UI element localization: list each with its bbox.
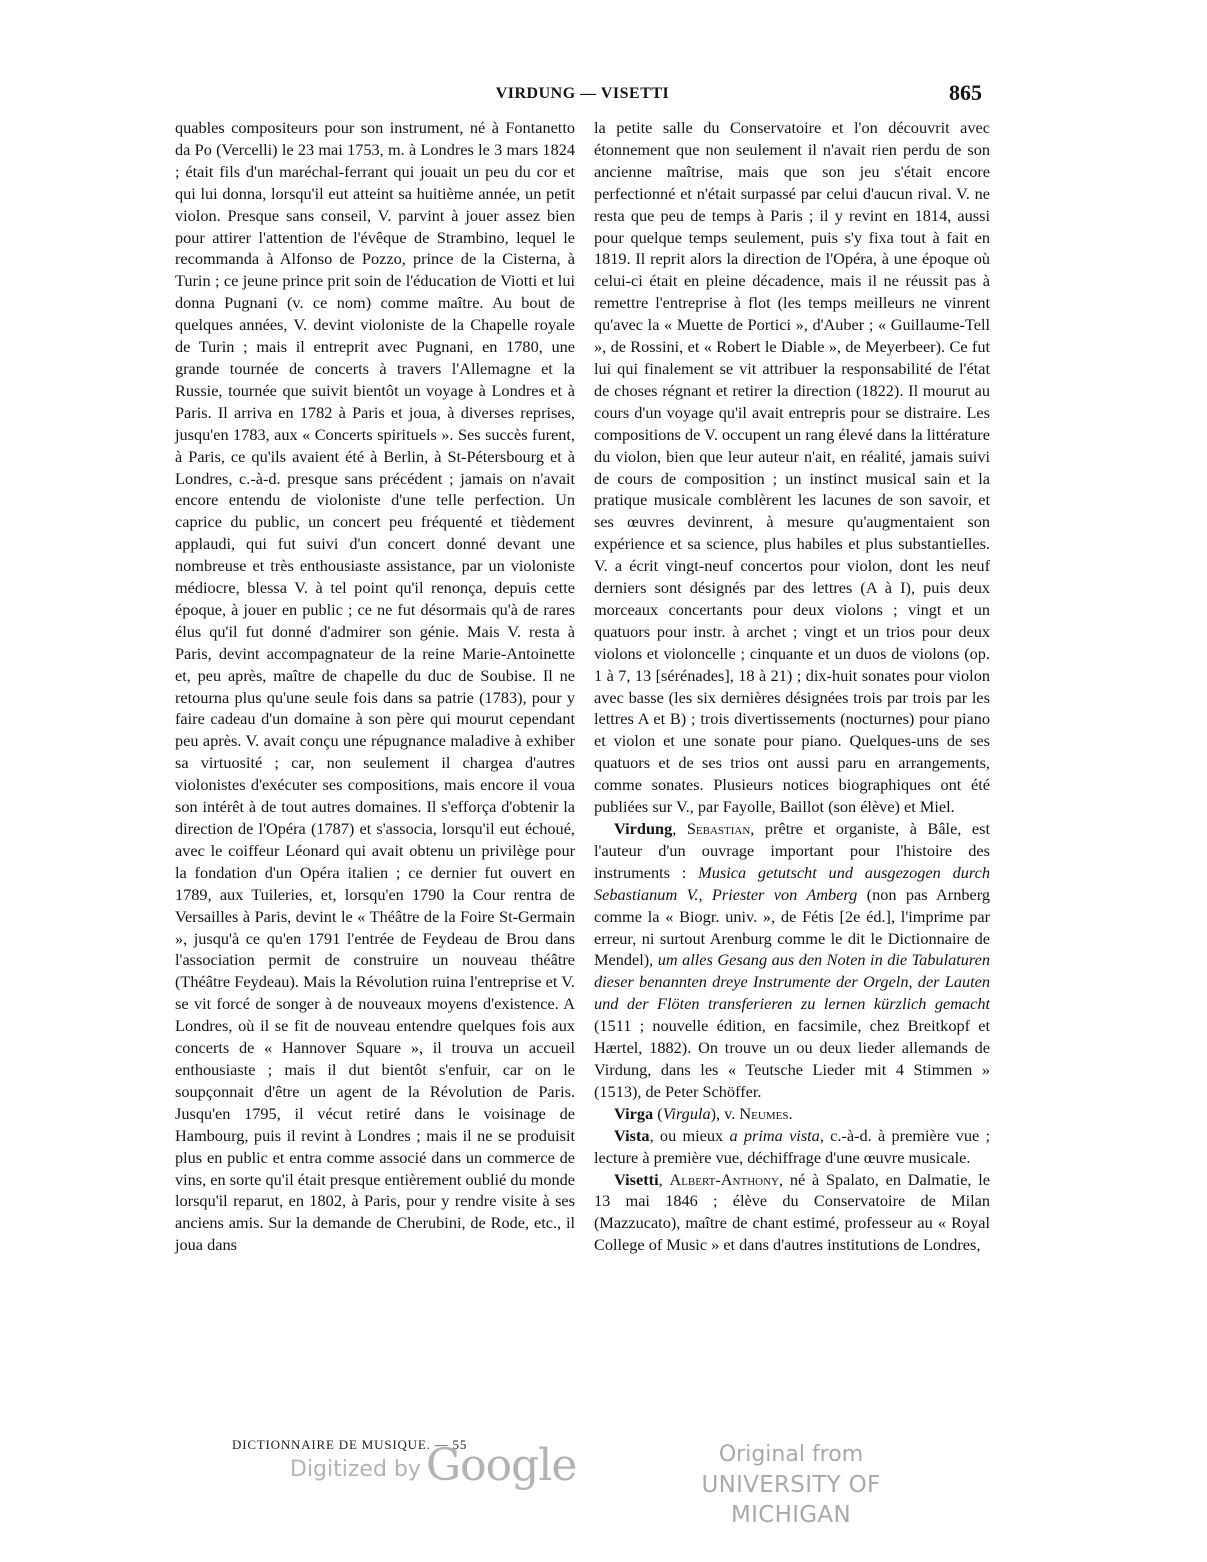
page-number: 865 [949,80,982,105]
viotti-entry-continuation: quables compositeurs pour son instrument, né à Fontanetto da Po (Vercelli) le 23 mai 1753, m. à Londres le 3 mars 1824 ; était fils d'un maréchal-ferrant qui jouait un peu du cor et qui lui donna, lorsqu'il eut atteint sa huitième année, un petit violon. Presque sans conseil, V. parvint à jouer assez bien pour attirer l'attention de l'évêque de Strambino, lequel le recommanda à Alfonso de Pozzo, prince de la Cisterna, à Turin ; ce jeune prince prit soin de l'éducation de Viotti et lui donna Pugnani (v. ce nom) comme maître. Au bout de quelques années, V. devint violoniste de la Chapelle royale de Turin ; mais il entreprit avec Pugnani, en 1780, une grande tournée de concerts à travers l'Allemagne et la Russie, tournée que suivit bientôt un voyage à Londres et à Paris. Il arriva en 1782 à Paris et joua, à diverses reprises, jusqu'en 1783, aux « Concerts spirituels ». Ses succès furent, à Paris, ce qu'ils avaient été à Berlin, à St-Pétersbourg et à Londres, c.-à-d. presque sans précédent ; jamais on n'avait encore entendu de violoniste d'une telle perfection. Un caprice du public, un concert peu fréquenté et tièdement applaudi, qui fut suivi d'un concert donné devant une nombreuse et très enthousiaste assistance, par un violoniste médiocre, blessa V. à tel point qu'il renonça, depuis cette époque, à jouer en public ; ce ne fut désormais qu'à de rares élus qu'il fut donné d'admirer son génie. Mais V. resta à Paris, devint accompagnateur de la reine Marie-Antoinette et, peu après, maître de chapelle du duc de Soubise. Il ne retourna plus qu'une seule fois dans sa patrie (1783), pour y faire cadeau d'un domaine à son père qui mourut cependant peu après. V. avait conçu une répugnance maladive à exhiber sa virtuosité ; car, non seulement il chargea d'autres violonistes d'exécuter ses compositions, mais encore il voua son intérêt à de tout autres domaines. Il s'efforça d'obtenir la direction de l'Opéra (1787) et s'associa, lorsqu'il eut échoué, avec le coiffeur Léonard qui avait obtenu un privilège pour la fondation d'un Opéra italien ; ce dernier fut ouvert en 1789, aux Tuileries, et, lorsqu'en 1790 la Cour rentra de Versailles à Paris, devint le « Théâtre de la Foire St-Germain », jusqu'à ce qu'en 1791 l'entrée de Feydeau de Brou dans l'association permit de construire un nouveau théâtre (Théâtre Feydeau). Mais la Révolution ruina l'entreprise et V. se vit forcé de songer à de nouveaux moyens d'existence. A Londres, où il se fit de nouveau entendre quelques fois aux concerts de « Hannover Square », il trouva un accueil enthousiaste ; mais il dut bientôt s'enfuir, car on le soupçonnait d'être un agent de la Révolution de Paris. Jusqu'en 1795, il vécut retiré dans le voisinage de Hambourg, puis il revint à Londres ; mais il ne se produisit plus en public et entra comme associé dans un commerce de vins, en sorte qu'il était presque entièrement oublié du monde lorsqu'il reparut, en 1802, à Paris, pour y rendre visite à ses anciens amis. Sur la demande de Cherubini, de Rode, etc., il joua dans [175,118,575,1255]
visetti-text: , né à Spalato, en Dalmatie, le 13 mai 1846 ; élève du Conservatoire de Milan (Mazzucato), maître de chant estimé, professeur au « Royal College of Music » et dans d'autres institutions de Londres, [594,1169,991,1255]
virga-end: . [788,1103,793,1123]
vista-phrase: a prima vista [729,1125,820,1145]
entry-virga [594,1103,990,1125]
virdung-text-2: (non pas Arnberg comme la « Biogr. univ. », de Fétis [2e éd.], l'imprime par erreur, ni surtout Arenburg comme le dit le Dictionnaire de Mendel), [594,884,990,970]
headword-visetti: Visetti [614,1169,659,1189]
left-column [175,117,575,1256]
entry-vista [594,1125,990,1169]
virdung-text-1: , prêtre et organiste, à Bâle, est l'auteur d'un ouvrage important pour l'histoire des instruments : [594,819,990,882]
entry-virdung: Virdung, Sebastian, prêtre et organiste, à Bâle, est l'auteur d'un ouvrage important pour l'histoire des instruments : Musica getutscht und ausgezogen durch Sebastianum V., Priester von Amberg (non pas Arnberg comme la « Biogr. univ. », de Fétis [2e éd.], l'imprime par erreur, ni surtout Arenburg comme le dit le Dictionnaire de Mendel), um alles Gesang aus den Noten in die Tabulaturen dieser benannten dreye Instrumente der Orgeln, der Lauten und der Flöten transferieren zu lernen kürzlich gemacht (1511 ; nouvelle édition, en facsimile, chez Breitkopf et Hærtel, 1882). On trouve un ou deux lieder allemands de Virdung, dans les « Teutsche Lieder mit 4 Stimmen » (1513), de Peter Schöffer. [594,819,990,1101]
virdung-names: Sebastian [686,819,751,838]
right-column [594,117,990,1256]
virga-open: ( [653,1103,663,1123]
google-logo: Google [426,1440,577,1491]
entry-visetti: Visetti, Albert-Anthony, né à Spalato, en Dalmatie, le 13 mai 1846 ; élève du Conservatoire de Milan (Mazzucato), maître de chant estimé, professeur au « Royal College of Music » et dans d'autres institutions de Londres, [594,1169,991,1255]
headword-vista: Vista [614,1125,650,1145]
original-source-watermark [666,1440,916,1530]
vista-text-2: , c.-à-d. à première vue ; lecture à première vue, déchiffrage d'une œuvre musicale. [594,1125,990,1167]
virga-latin: Virgula [662,1103,711,1123]
vista-text-1: , ou mieux [649,1125,730,1145]
university-label: UNIVERSITY OF MICHIGAN [701,1472,881,1528]
viotti-entry-end: la petite salle du Conservatoire et l'on découvrit avec étonnement que non seulement il n'avait rien perdu de son ancienne maîtrise, mais que son jeu s'était encore perfectionné et n'était surpassé par celui d'aucun rival. V. ne resta que peu de temps à Paris ; il y revint en 1814, aussi pour quelque temps seulement, puis s'y fixa tout à fait en 1819. Il reprit alors la direction de l'Opéra, à une époque où celui-ci était en pleine décadence, mais il ne réussit pas à remettre l'entreprise à flot (les temps meilleurs ne vinrent qu'avec la « Muette de Portici », d'Auber ; « Guillaume-Tell », de Rossini, et « Robert le Diable », de Meyerbeer). Ce fut lui qui finalement se vit attribuer la responsabilité de l'état de choses régnant et retirer la direction (1822). Il mourut au cours d'un voyage qu'il avait entrepris pour se distraire. Les compositions de V. occupent un rang élevé dans la littérature du violon, bien que leur auteur n'ait, en réalité, jamais suivi de cours de composition ; un instinct musical sain et la pratique musicale comblèrent les lacunes de son savoir, et ses œuvres devinrent, à mesure qu'augmentaient son expérience et sa science, plus habiles et plus substantielles. V. a écrit vingt-neuf concertos pour violon, dont les neuf derniers sont désignés par des lettres (A à I), puis deux morceaux concertants pour deux violons ; vingt et un quatuors pour instr. à archet ; vingt et un trios pour deux violons et violoncelle ; cinquante et un duos de violons (op. 1 à 7, 13 [sérénades], 18 à 21) ; dix-huit sonates pour violon avec basse (les six dernières désignées trois par trois par les lettres A et B) ; trois divertissements (nocturnes) pour piano et violon et une sonate pour piano. Quelques-uns de ses quatuors et de ses trios ont aussi paru en arrangements, comme sonates. Plusieurs notices biographiques ont été publiées sur V., par Fayolle, Baillot (son élève) et Miel. [594,118,990,817]
digitized-by-label: Digitized by [290,1457,421,1482]
virga-close: ), v. [710,1103,740,1123]
virdung-text-3: (1511 ; nouvelle édition, en facsimile, chez Breitkopf et Hærtel, 1882). On trouve un ou deux lieder allemands de Virdung, dans les « Teutsche Lieder mit 4 Stimmen » (1513), de Peter Schöffer. [594,1016,990,1101]
running-title: VIRDUNG — VISETTI [495,85,670,102]
headword-virga: Virga [614,1103,654,1123]
digitized-by-google-watermark [290,1440,576,1491]
visetti-names: Albert-Anthony [669,1169,779,1189]
virga-reference: Neumes [739,1103,789,1123]
headword-virdung: Virdung [614,819,673,838]
signature-mark: DICTIONNAIRE DE MUSIQUE. — 55 [232,1437,468,1452]
virdung-title-2: um alles Gesang aus den Noten in die Tabulaturen dieser benannten dreye Instrumente der Orgeln, der Lauten und der Flöten transferieren zu lernen kürzlich gemacht [594,950,990,1014]
running-head [175,80,990,112]
virdung-title-1: Musica getutscht und ausgezogen durch Sebastianum V., Priester von Amberg [594,862,990,904]
original-from-label: Original from [718,1442,864,1467]
